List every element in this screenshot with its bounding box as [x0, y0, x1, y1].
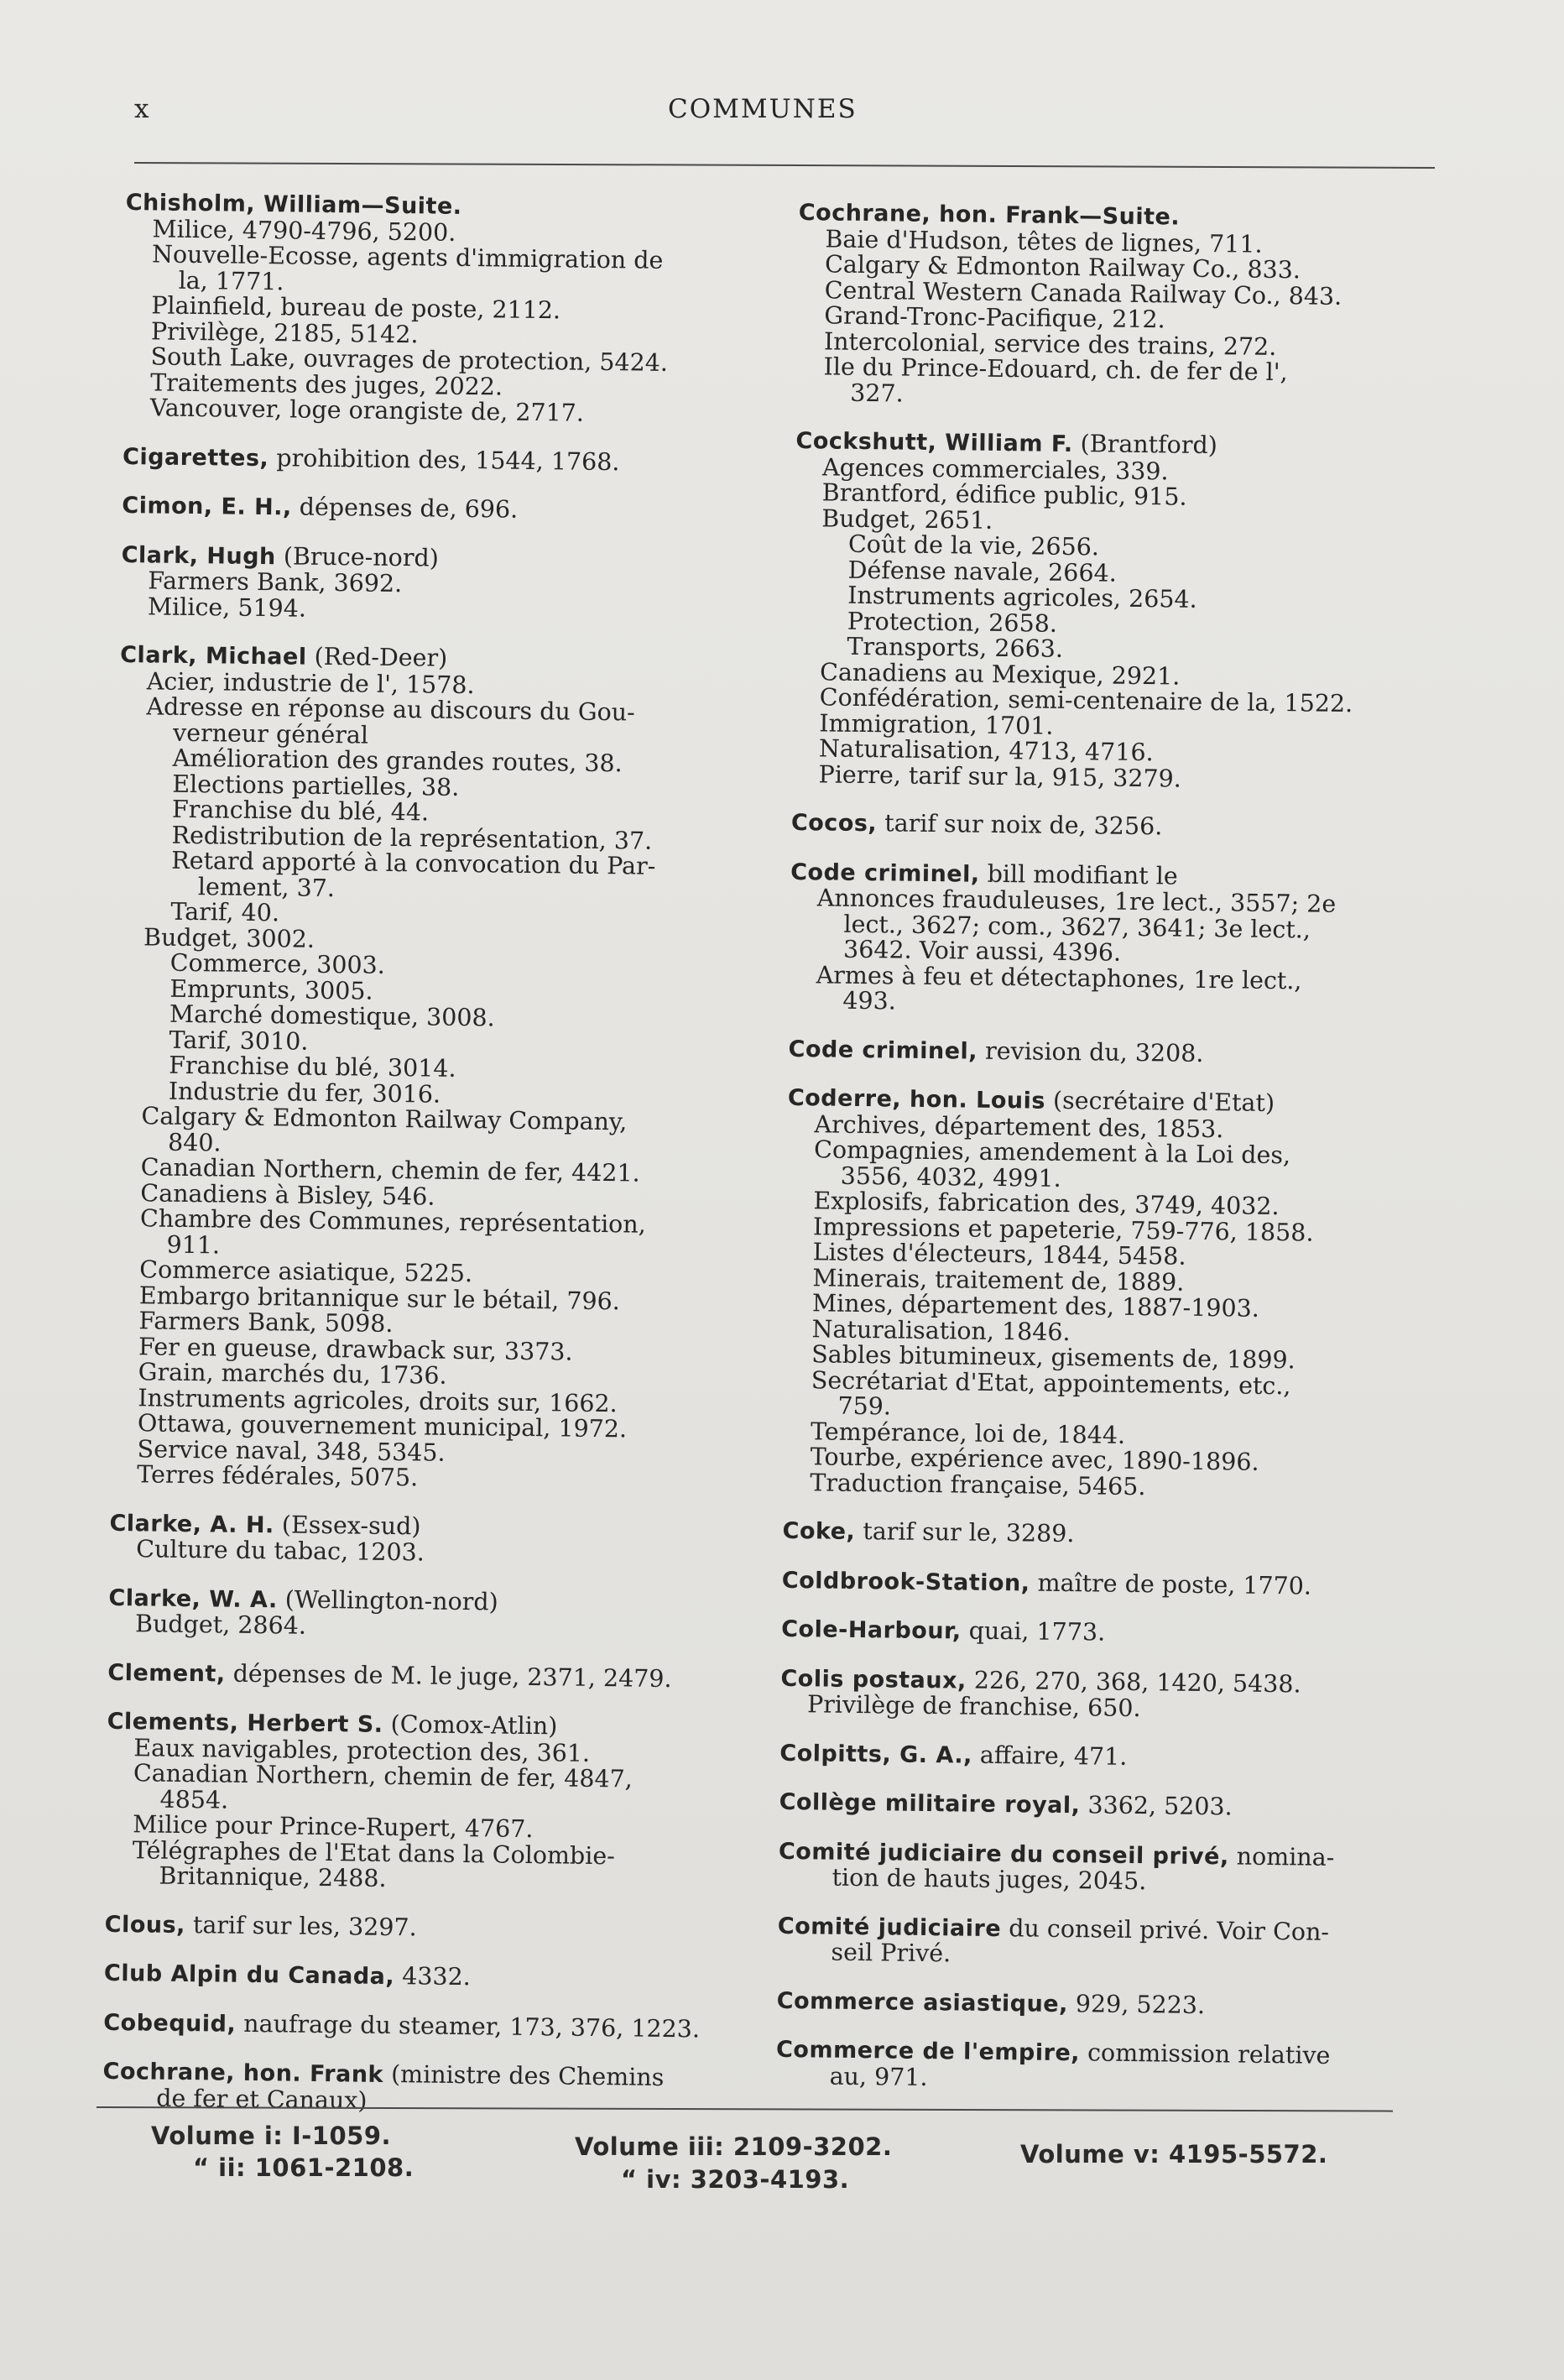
entry-heading-detail: bill modifiant le	[979, 859, 1178, 890]
entry-heading-detail: dépenses de, 696.	[291, 493, 519, 524]
entry-heading: Clarke, W. A.	[108, 1584, 278, 1613]
entry-subitem: Terres fédérales, 5075.	[137, 1460, 419, 1492]
entry-subitem: Milice, 4790-4796, 5200.	[152, 214, 456, 247]
entry-subitem: Nouvelle-Ecosse, agents d'immigration de	[151, 240, 664, 274]
entry-subitem: Plainfield, bureau de poste, 2112.	[151, 291, 561, 325]
entry-subitem: Coût de la vie, 2656.	[847, 530, 1100, 561]
entry-heading-detail: tarif sur les, 3297.	[185, 1910, 417, 1941]
entry-subitem: Acier, industrie de l', 1578.	[146, 666, 475, 699]
entry-heading: Clements, Herbert S.	[107, 1708, 383, 1738]
entry-heading: Coldbrook-Station,	[781, 1567, 1030, 1596]
entry-subitem: Instruments agricoles, droits sur, 1662.	[138, 1383, 618, 1417]
index-entry	[781, 1616, 1415, 1651]
entry-subitem: Adresse en réponse au discours du Gou-	[146, 692, 635, 727]
entry-heading-detail: 4332.	[394, 1962, 471, 1991]
entry-subitem: Pierre, tarif sur la, 915, 3279.	[818, 759, 1181, 793]
entry-subitem: Tempérance, loi de, 1844.	[810, 1417, 1126, 1449]
entry-subitem: Fer en gueuse, drawback sur, 3373.	[138, 1332, 573, 1366]
index-entry	[780, 1665, 1415, 1725]
entry-heading: Clous,	[104, 1911, 186, 1939]
entry-heading-detail: maître de poste, 1770.	[1030, 1568, 1312, 1600]
entry-subitem: Tarif, 3010.	[169, 1026, 309, 1056]
entry-subitem: Commerce, 3003.	[169, 948, 385, 979]
entry-subitem: Listes d'électeurs, 1844, 5458.	[812, 1238, 1186, 1271]
entry-subitem: Service naval, 348, 5345.	[137, 1434, 446, 1467]
entry-subitem: Budget, 2651.	[821, 504, 993, 535]
entry-subitem: Eaux navigables, protection des, 361.	[133, 1733, 591, 1767]
entry-subitem: Central Western Canada Railway Co., 843.	[824, 275, 1342, 311]
volume-3-range: Volume iii: 2109-3202.	[575, 2132, 893, 2161]
entry-heading: Comité judiciaire du conseil privé,	[778, 1838, 1229, 1870]
header-rule	[134, 162, 1435, 169]
entry-heading-detail: tarif sur noix de, 3256.	[876, 809, 1163, 841]
entry-heading-detail: naufrage du steamer, 173, 376, 1223.	[236, 2009, 701, 2043]
entry-subitem: Culture du tabac, 1203.	[136, 1535, 425, 1567]
page-title: COMMUNES	[668, 94, 858, 124]
entry-heading-detail: 929, 5223.	[1067, 1989, 1206, 2019]
entry-heading-detail: affaire, 471.	[972, 1741, 1128, 1771]
entry-subitem: Budget, 3002.	[143, 922, 315, 953]
entry-heading: Coderre, hon. Louis	[787, 1084, 1046, 1114]
entry-subitem: Chambre des Communes, représentation,	[139, 1204, 646, 1239]
entry-heading-detail: 226, 270, 368, 1420, 5438.	[966, 1666, 1301, 1698]
entry-subitem: Télégraphes de l'Etat dans la Colombie-	[132, 1835, 616, 1870]
volume-2-range: “ ii: 1061-2108.	[193, 2153, 414, 2182]
entry-subitem: Privilège de franchise, 650.	[806, 1690, 1141, 1723]
entry-subitem: Armes à feu et détectaphones, 1re lect.,	[816, 960, 1302, 994]
entry-subitem: Secrétariat d'Etat, appointements, etc.,	[811, 1365, 1291, 1400]
entry-subitem: 493.	[842, 986, 897, 1015]
entry-subitem: Minerais, traitement de, 1889.	[812, 1263, 1185, 1297]
index-entry	[121, 541, 743, 627]
entry-heading: Cole-Harbour,	[780, 1615, 962, 1645]
entry-heading: Cimon, E. H.,	[122, 492, 292, 521]
entry-subitem: Retard apporté à la convocation du Par-	[171, 846, 656, 880]
entry-subitem: Elections partielles, 38.	[172, 770, 460, 801]
entry-heading-detail: (Comox-Atlin)	[383, 1709, 558, 1741]
entry-subitem: Traduction française, 5465.	[810, 1468, 1146, 1501]
entry-subitem: verneur général	[172, 718, 369, 749]
entry-heading-line	[781, 1616, 1415, 1651]
entry-heading: Cigarettes,	[122, 443, 269, 472]
entry-subitem: Protection, 2658.	[847, 607, 1058, 638]
entry-subitem: Brantford, édifice public, 915.	[821, 478, 1187, 511]
entry-subitem: Transports, 2663.	[847, 632, 1064, 663]
index-column-right	[775, 200, 1432, 2119]
entry-subitem: Amélioration des grandes routes, 38.	[172, 744, 623, 778]
volume-5-range: Volume v: 4195-5572.	[1020, 2140, 1328, 2169]
entry-subitem: Mines, département des, 1887-1903.	[811, 1289, 1260, 1323]
entry-subitem: Baie d'Hudson, têtes de lignes, 711.	[825, 224, 1263, 258]
entry-heading-detail: (ministre des Chemins	[383, 2059, 665, 2092]
index-entry	[779, 1789, 1412, 1824]
entry-subitem: de fer et Canaux)	[156, 2084, 368, 2115]
entry-subitem: Naturalisation, 1846.	[811, 1314, 1071, 1346]
entry-subitem: 4854.	[159, 1785, 229, 1814]
entry-subitem: Calgary & Edmonton Railway Company,	[141, 1102, 628, 1136]
entry-heading-detail: (secrétaire d'Etat)	[1045, 1086, 1275, 1118]
index-entry	[777, 1913, 1411, 1972]
entry-subitem: la, 1771.	[178, 266, 284, 295]
index-entry	[783, 1085, 1421, 1503]
entry-heading: Clark, Michael	[120, 641, 307, 671]
entry-subitem: Annonces frauduleuses, 1re lect., 3557; 2e	[816, 884, 1337, 918]
entry-subitem: Canadiens au Mexique, 2921.	[819, 657, 1181, 691]
entry-subitem: Explosifs, fabrication des, 3749, 4032.	[813, 1187, 1280, 1221]
entry-subitem: lect., 3627; com., 3627, 3641; 3e lect.,	[843, 910, 1311, 944]
entry-heading: Cocos,	[790, 809, 878, 838]
entry-subitem: Instruments agricoles, 2654.	[847, 581, 1197, 613]
entry-heading-line	[105, 1911, 726, 1945]
entry-subitem: Intercolonial, service des trains, 272.	[823, 326, 1277, 361]
entry-heading: Clark, Hugh	[121, 541, 276, 570]
entry-heading-detail: (Essex-sud)	[274, 1510, 421, 1540]
entry-subitem: Confédération, semi-centenaire de la, 1522.	[819, 683, 1353, 718]
entry-subitem: Ile du Prince-Edouard, ch. de fer de l',	[823, 352, 1288, 387]
entry-subitem: Sables bitumineux, gisements de, 1899.	[811, 1340, 1296, 1375]
entry-subitem: Grand-Tronc-Pacifique, 212.	[824, 301, 1165, 334]
entry-subitem: lement, 37.	[197, 872, 336, 902]
entry-heading-detail: (Wellington-nord)	[277, 1584, 498, 1616]
entry-subitem: Impressions et papeterie, 759-776, 1858.	[812, 1212, 1314, 1247]
index-entry	[782, 1518, 1415, 1553]
entry-subitem: 759.	[837, 1391, 892, 1421]
entry-heading: Coke,	[782, 1517, 856, 1545]
index-entry	[791, 428, 1429, 795]
entry-heading-line	[777, 1987, 1410, 2022]
entry-heading-line	[779, 1789, 1412, 1824]
entry-heading-line	[791, 810, 1425, 844]
entry-heading-detail: dépenses de M. le juge, 2371, 2479.	[225, 1659, 672, 1693]
entry-heading-detail: du conseil privé. Voir Con-	[1000, 1913, 1330, 1946]
entry-subitem: Agences commerciales, 339.	[821, 452, 1169, 485]
entry-subitem: Grain, marchés du, 1736.	[138, 1358, 447, 1390]
entry-subitem: Britannique, 2488.	[159, 1861, 387, 1892]
volume-4-range: “ iv: 3203-4193.	[621, 2165, 850, 2194]
entry-subitem: Traitements des juges, 2022.	[149, 368, 503, 401]
entry-subitem: seil Privé.	[831, 1938, 951, 1968]
entry-heading-line	[788, 1036, 1421, 1070]
index-entry	[778, 1838, 1412, 1897]
entry-heading-line	[123, 443, 743, 478]
entry-heading-line	[107, 1659, 728, 1694]
entry-heading: Cockshutt, William F.	[795, 427, 1073, 458]
entry-heading: Club Alpin du Canada,	[103, 1960, 395, 1991]
entry-subitem: Compagnies, amendement à la Loi des,	[813, 1135, 1291, 1170]
entry-heading: Comité judiciaire	[777, 1913, 1002, 1942]
entry-heading-line	[104, 1960, 725, 1995]
index-entry	[107, 1659, 728, 1694]
entry-heading: Cobequid,	[103, 2009, 237, 2038]
page-number: x	[134, 94, 150, 124]
entry-heading: Cochrane, hon. Frank	[102, 2058, 384, 2088]
entry-heading-detail: (Brantford)	[1072, 430, 1218, 460]
entry-subitem: Ottawa, gouvernement municipal, 1972.	[137, 1409, 628, 1443]
index-entry	[775, 2037, 1410, 2096]
entry-heading-line	[779, 1740, 1413, 1774]
entry-subitem: tion de hauts juges, 2045.	[832, 1863, 1147, 1896]
entry-heading: Commerce de l'empire,	[775, 2036, 1081, 2067]
entry-heading-detail: (Bruce-nord)	[275, 541, 440, 572]
entry-subitem: Tourbe, expérience avec, 1890-1896.	[810, 1443, 1259, 1476]
entry-subitem: South Lake, ouvrages de protection, 5424.	[150, 342, 669, 377]
entry-heading: Colpitts, G. A.,	[779, 1740, 973, 1769]
entry-subitem: Milice, 5194.	[147, 592, 307, 623]
index-entry	[122, 493, 743, 527]
index-entry	[105, 1911, 726, 1945]
index-entry	[788, 1036, 1421, 1070]
entry-subitem: Naturalisation, 4713, 4716.	[818, 734, 1154, 767]
entry-heading: Commerce asiastique,	[776, 1987, 1069, 2017]
index-entry	[108, 1584, 730, 1644]
entry-heading-line	[782, 1518, 1415, 1553]
entry-subitem: Embargo britannique sur le bétail, 796.	[138, 1281, 621, 1315]
entry-heading: Code criminel,	[788, 1036, 978, 1065]
index-entry	[796, 200, 1432, 413]
entry-subitem: Franchise du blé, 3014.	[169, 1051, 456, 1083]
entry-subitem: Canadiens à Bisley, 546.	[140, 1178, 435, 1211]
entry-heading-detail: nomina-	[1228, 1841, 1335, 1871]
entry-subitem: 3556, 4032, 4991.	[840, 1161, 1061, 1193]
entry-subitem: au, 971.	[829, 2062, 928, 2091]
index-entry	[791, 810, 1425, 844]
entry-subitem: Farmers Bank, 3692.	[148, 566, 403, 598]
index-entry	[777, 1987, 1410, 2022]
index-entry	[123, 190, 747, 429]
entry-heading-detail: commission relative	[1079, 2038, 1331, 2069]
entry-heading-line	[782, 1567, 1415, 1601]
entry-subitem: Franchise du blé, 44.	[171, 795, 430, 827]
entry-subitem: Redistribution de la représentation, 37.	[171, 821, 653, 855]
entry-subitem: Farmers Bank, 5098.	[138, 1307, 394, 1338]
entry-subitem: 327.	[849, 378, 904, 408]
entry-subitem: 3642. Voir aussi, 4396.	[842, 935, 1122, 967]
entry-subitem: Tarif, 40.	[170, 897, 280, 927]
entry-heading-detail: tarif sur le, 3289.	[855, 1516, 1075, 1548]
entry-subitem: Industrie du fer, 3016.	[168, 1077, 441, 1109]
entry-heading: Clement,	[107, 1659, 226, 1688]
entry-heading: Colis postaux,	[780, 1665, 967, 1694]
index-entry	[123, 443, 743, 478]
entry-subitem: Canadian Northern, chemin de fer, 4847,	[133, 1759, 633, 1793]
entry-subitem: Défense navale, 2664.	[847, 556, 1117, 587]
entry-heading: Cochrane, hon. Frank—Suite.	[798, 200, 1181, 231]
entry-heading-detail: revision du, 3208.	[977, 1036, 1204, 1067]
entry-subitem: Milice pour Prince-Rupert, 4767.	[133, 1810, 534, 1844]
entry-heading-detail: (Red-Deer)	[306, 642, 448, 672]
entry-heading: Clarke, A. H.	[109, 1510, 274, 1538]
entry-subitem: Emprunts, 3005.	[169, 974, 373, 1005]
entry-subitem: 840.	[167, 1128, 222, 1156]
entry-subitem: Archives, département des, 1853.	[814, 1109, 1224, 1143]
entry-subitem: Marché domestique, 3008.	[169, 999, 495, 1032]
index-entry	[789, 859, 1424, 1020]
index-entry	[104, 1960, 725, 1995]
index-entry	[109, 1510, 731, 1569]
index-entry	[779, 1740, 1413, 1774]
entry-heading-line	[122, 493, 743, 527]
entry-heading-detail: 3362, 5203.	[1080, 1791, 1233, 1821]
entry-heading: Collège militaire royal,	[779, 1788, 1081, 1819]
index-entry	[105, 1709, 728, 1897]
entry-subitem: Immigration, 1701.	[819, 708, 1054, 740]
index-entry	[103, 2009, 724, 2043]
entry-subitem: Vancouver, loge orangiste de, 2717.	[149, 394, 585, 427]
entry-subitem: 911.	[166, 1230, 221, 1259]
entry-subitem: Calgary & Edmonton Railway Co., 833.	[824, 250, 1301, 284]
entry-heading-line	[103, 2009, 724, 2043]
entry-heading: Code criminel,	[790, 859, 980, 888]
entry-heading-detail: prohibition des, 1544, 1768.	[268, 443, 620, 476]
entry-subitem: Commerce asiatique, 5225.	[139, 1255, 473, 1288]
index-column-left	[102, 190, 747, 2141]
entry-subitem: Privilège, 2185, 5142.	[150, 316, 419, 348]
entry-subitem: Canadian Northern, chemin de fer, 4421.	[140, 1153, 640, 1187]
volume-1-range: Volume i: I-1059.	[151, 2122, 392, 2150]
index-entry	[782, 1567, 1415, 1601]
entry-heading: Chisholm, William—Suite.	[125, 190, 462, 220]
entry-subitem: Budget, 2864.	[134, 1610, 307, 1640]
entry-heading-detail: quai, 1773.	[961, 1616, 1106, 1647]
index-entry	[110, 642, 741, 1495]
